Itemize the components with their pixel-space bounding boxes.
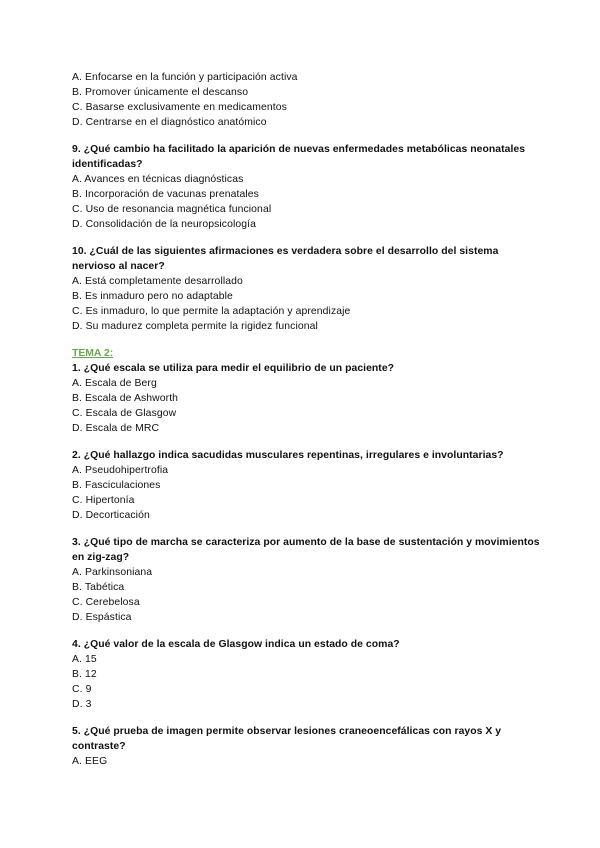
answer-option: B. 12 xyxy=(72,669,97,680)
answer-option: D. Escala de MRC xyxy=(72,423,160,434)
section-tema-2 xyxy=(72,346,542,769)
question-text: 10. ¿Cuál de las siguientes afirmaciones es verdadera sobre el desarrollo del sistema nervioso al nacer? xyxy=(72,246,499,272)
question-text: 9. ¿Qué cambio ha facilitado la aparición de nuevas enfermedades metabólicas neonatales identificadas? xyxy=(72,144,526,170)
answer-option: C. Escala de Glasgow xyxy=(72,408,177,419)
answer-option: C. Basarse exclusivamente en medicamentos xyxy=(72,102,287,113)
question-block xyxy=(72,535,542,625)
answer-option: A. Enfocarse en la función y participación activa xyxy=(72,72,298,83)
answer-option: B. Escala de Ashworth xyxy=(72,393,179,404)
answer-option: C. Es inmaduro, lo que permite la adaptación y aprendizaje xyxy=(72,306,351,317)
question-block xyxy=(72,637,542,712)
answer-option: D. Decorticación xyxy=(72,510,150,521)
answer-option: D. Centrarse en el diagnóstico anatómico xyxy=(72,117,267,128)
question-block xyxy=(72,448,542,523)
question-block xyxy=(72,724,542,769)
answer-option: C. Cerebelosa xyxy=(72,597,140,608)
answer-option: C. Hipertonía xyxy=(72,495,135,506)
answer-option: A. 15 xyxy=(72,654,97,665)
question-text: 5. ¿Qué prueba de imagen permite observar lesiones craneoencefálicas con rayos X y contraste? xyxy=(72,726,502,752)
answer-option: A. EEG xyxy=(72,756,108,767)
answer-option: B. Es inmaduro pero no adaptable xyxy=(72,291,233,302)
question-block xyxy=(72,244,542,334)
answer-option: A. Está completamente desarrollado xyxy=(72,276,243,287)
answer-option: A. Pseudohipertrofia xyxy=(72,465,169,476)
intro-options xyxy=(72,70,542,130)
question-text: 1. ¿Qué escala se utiliza para medir el equilibrio de un paciente? xyxy=(72,363,395,374)
answer-option: C. 9 xyxy=(72,684,92,695)
question-text: 2. ¿Qué hallazgo indica sacudidas musculares repentinas, irregulares e involuntarias? xyxy=(72,450,504,461)
answer-option: B. Promover únicamente el descanso xyxy=(72,87,249,98)
question-text: 3. ¿Qué tipo de marcha se caracteriza por aumento de la base de sustentación y movimientos en zig-zag? xyxy=(72,537,540,563)
answer-option: A. Escala de Berg xyxy=(72,378,157,389)
answer-option: B. Tabética xyxy=(72,582,125,593)
answer-option: D. Espástica xyxy=(72,612,132,623)
question-block xyxy=(72,361,542,436)
answer-option: C. Uso de resonancia magnética funcional xyxy=(72,204,272,215)
answer-option: B. Incorporación de vacunas prenatales xyxy=(72,189,259,200)
answer-option: A. Avances en técnicas diagnósticas xyxy=(72,174,244,185)
answer-option: D. Consolidación de la neuropsicología xyxy=(72,219,257,230)
answer-option: D. 3 xyxy=(72,699,92,710)
answer-option: B. Fasciculaciones xyxy=(72,480,161,491)
answer-option: D. Su madurez completa permite la rigidez funcional xyxy=(72,321,318,332)
section-heading: TEMA 2: xyxy=(72,348,114,359)
question-text: 4. ¿Qué valor de la escala de Glasgow indica un estado de coma? xyxy=(72,639,400,650)
question-block xyxy=(72,142,542,232)
document-page xyxy=(72,70,542,781)
answer-option: A. Parkinsoniana xyxy=(72,567,153,578)
